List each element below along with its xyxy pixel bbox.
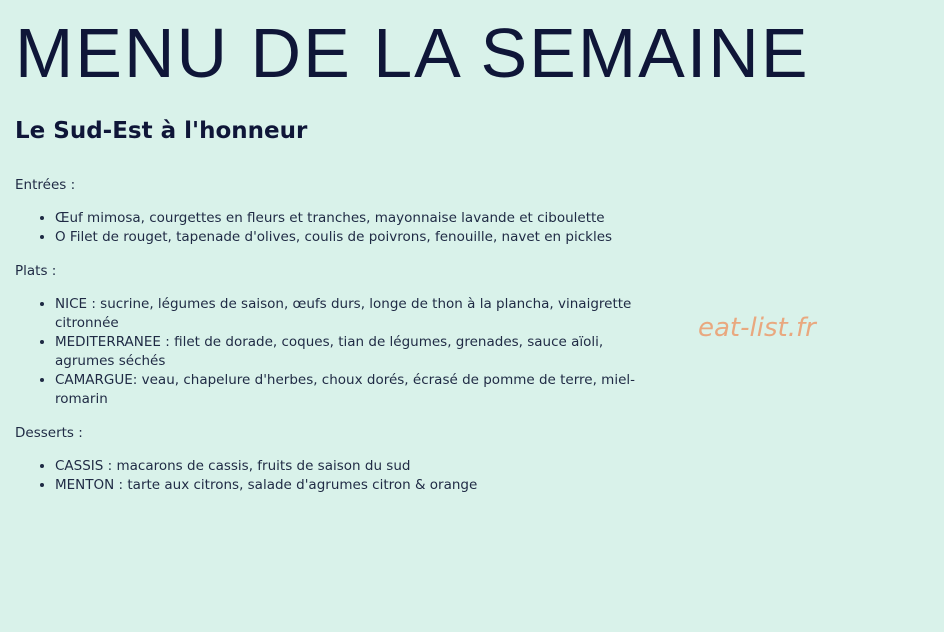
list-item: • Œuf mimosa, courgettes en fleurs et tranches, mayonnaise lavande et ciboulette: [55, 209, 635, 228]
list-item: • CAMARGUE: veau, chapelure d'herbes, choux dorés, écrasé de pomme de terre, miel-romarin: [55, 371, 635, 409]
section-label-entrees: Entrées :: [15, 177, 76, 193]
watermark-text: eat-list.fr: [698, 313, 816, 343]
list-item: • CASSIS : macarons de cassis, fruits de saison du sud: [55, 457, 635, 476]
page-subtitle: Le Sud-Est à l'honneur: [15, 118, 308, 144]
list-item: • NICE : sucrine, légumes de saison, œufs durs, longe de thon à la plancha, vinaigrette citronnée: [55, 295, 635, 333]
list-plats: [15, 295, 635, 409]
section-label-desserts: Desserts :: [15, 425, 83, 441]
list-item: • MEDITERRANEE : filet de dorade, coques, tian de légumes, grenades, sauce aïoli, agrumes séchés: [55, 333, 635, 371]
list-item: • O Filet de rouget, tapenade d'olives, coulis de poivrons, fenouille, navet en pickles: [55, 228, 635, 247]
list-desserts: [15, 457, 635, 495]
section-label-plats: Plats :: [15, 263, 57, 279]
list-entrees: [15, 209, 635, 247]
list-item: • MENTON : tarte aux citrons, salade d'agrumes citron & orange: [55, 476, 635, 495]
page-title: MENU DE LA SEMAINE: [15, 14, 810, 92]
